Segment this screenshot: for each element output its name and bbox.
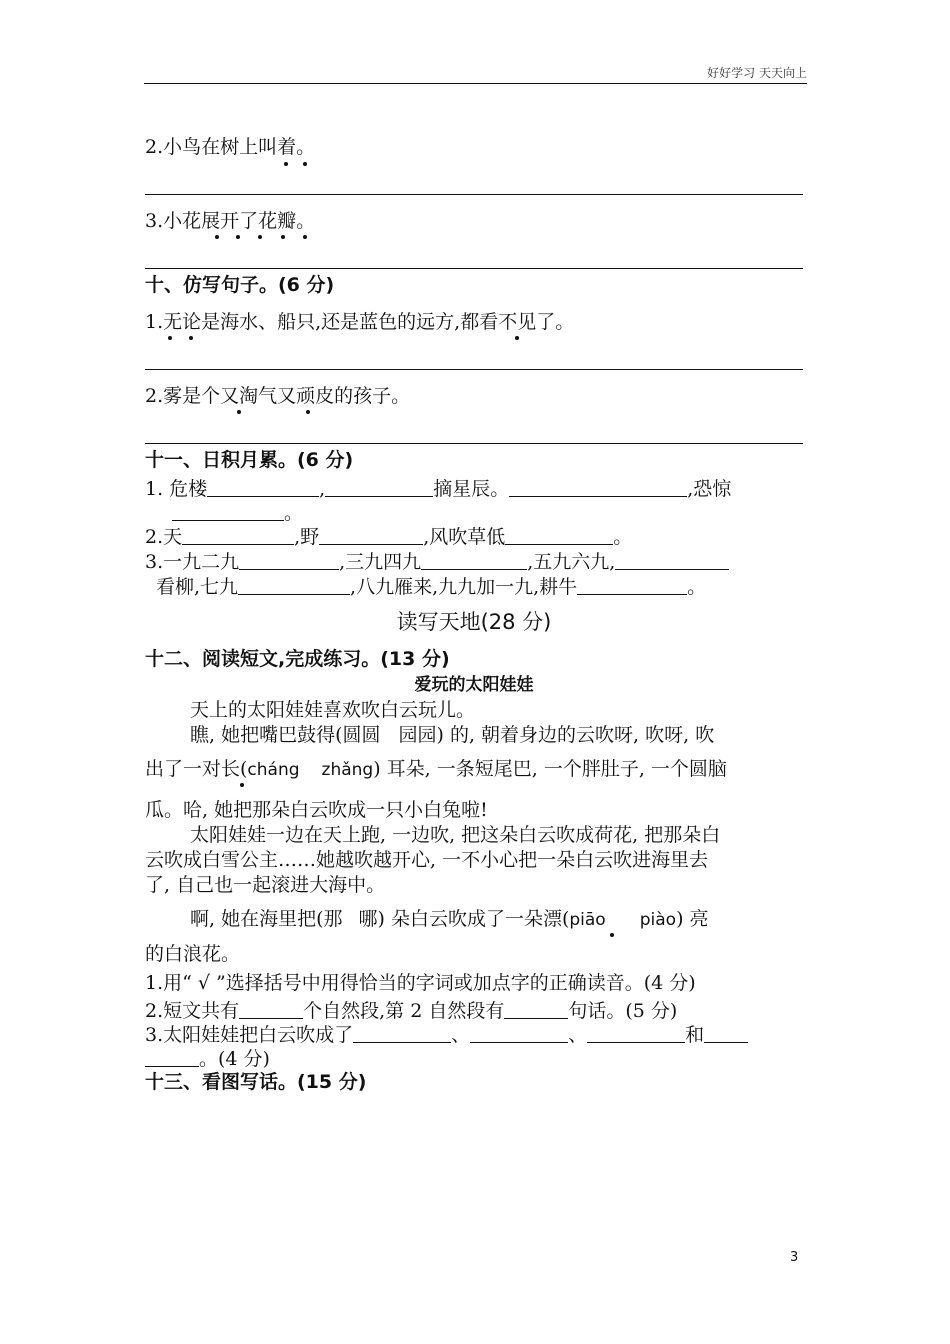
- story-paragraph-1: 天上的太阳娃娃喜欢吹白云玩儿。: [190, 699, 476, 721]
- text: 。: [687, 576, 707, 598]
- fill-blank[interactable]: [172, 501, 284, 521]
- text: 1. 危楼: [145, 478, 208, 500]
- text: ,野: [294, 526, 320, 548]
- pinyin-option: zhǎng: [321, 760, 374, 780]
- story-paragraph-3-line3: 了, 自己也一起滚进大海中。: [145, 874, 386, 896]
- emphasis-dot: [303, 162, 307, 166]
- answer-line[interactable]: [145, 443, 803, 444]
- fill-blank[interactable]: [319, 525, 423, 545]
- pinyin-option: cháng: [247, 760, 300, 780]
- text: ) 耳朵, 一条短尾巴, 一个胖肚子, 一个圆脑: [373, 758, 727, 780]
- q11-title: 十一、日积月累。(6 分): [145, 449, 354, 471]
- fill-blank[interactable]: [145, 1047, 199, 1067]
- emphasis-dot: [306, 410, 310, 414]
- answer-line[interactable]: [145, 369, 803, 370]
- text: ,三九四九: [339, 551, 422, 573]
- q12-sub3: [145, 1023, 748, 1045]
- text: 2.天: [145, 526, 183, 548]
- text: ,五九六九,: [527, 551, 616, 573]
- pinyin-option: piào: [639, 910, 677, 930]
- emphasis-dot: [258, 235, 262, 239]
- fill-blank[interactable]: [504, 999, 568, 1019]
- fill-blank[interactable]: [239, 999, 303, 1019]
- fill-blank[interactable]: [470, 1023, 568, 1043]
- text: 哪) 朵白云吹成了一朵漂(: [358, 908, 570, 930]
- text: 。: [284, 502, 304, 524]
- q11-line1-cont: [172, 501, 303, 523]
- emphasis-dot: [610, 933, 614, 937]
- header-rule: [144, 83, 807, 84]
- text: ) 亮: [676, 908, 709, 930]
- text: 个自然段,第 2 自然段有: [303, 1000, 505, 1022]
- emphasis-dot: [236, 235, 240, 239]
- emphasis-dot: [237, 410, 241, 414]
- emphasis-dot: [515, 336, 519, 340]
- text: 摘星辰。: [433, 478, 510, 500]
- fill-blank[interactable]: [239, 550, 339, 570]
- emphasis-dot: [189, 336, 193, 340]
- text: 瞧, 她把嘴巴鼓得(圆圆: [190, 724, 381, 746]
- page-header-motto: 好好学习 天天向上: [707, 66, 807, 80]
- q12-title: 十二、阅读短文,完成练习。(13 分): [145, 648, 450, 670]
- text: 2.短文共有: [145, 1000, 240, 1022]
- emphasis-dot: [303, 235, 307, 239]
- fill-blank[interactable]: [353, 1023, 451, 1043]
- story-paragraph-2-line3: 瓜。哈, 她把那朵白云吹成一只小白兔啦!: [145, 799, 488, 821]
- q11-line1: [145, 477, 731, 499]
- q11-line3: [145, 550, 729, 572]
- q13-title: 十三、看图写话。(15 分): [145, 1071, 367, 1093]
- text: 看柳,七九: [156, 576, 239, 598]
- q12-sub1: 1.用“ √ ”选择括号中用得恰当的字词或加点字的正确读音。(4 分): [145, 972, 696, 994]
- fill-blank[interactable]: [207, 477, 319, 497]
- text: 。: [613, 526, 633, 548]
- story-paragraph-2-line2: [145, 760, 727, 779]
- text: ,: [319, 478, 326, 500]
- q12-sub3-cont: [145, 1047, 270, 1069]
- section-title: 读写天地(28 分): [396, 610, 552, 634]
- story-title: 爱玩的太阳娃娃: [414, 675, 534, 695]
- text: 、: [568, 1024, 588, 1046]
- text: 3.太阳娃娃把白云吹成了: [145, 1024, 354, 1046]
- emphasis-dot: [240, 783, 244, 787]
- q9-item3: 3.小花展开了花瓣。: [145, 210, 316, 232]
- text: 。(4 分): [199, 1048, 270, 1070]
- text: ,恐惊: [687, 478, 732, 500]
- emphasis-dot: [281, 235, 285, 239]
- fill-blank[interactable]: [421, 550, 527, 570]
- q11-line4: [156, 575, 706, 597]
- fill-blank[interactable]: [704, 1023, 748, 1043]
- emphasis-dot: [215, 235, 219, 239]
- q10-item2: 2.雾是个又淘气又顽皮的孩子。: [145, 385, 411, 407]
- fill-blank[interactable]: [615, 550, 729, 570]
- fill-blank[interactable]: [182, 525, 294, 545]
- text: 园园) 的, 朝着身边的云吹呀, 吹呀, 吹: [398, 724, 715, 746]
- text: 啊, 她在海里把(那: [190, 908, 343, 930]
- q12-sub2: [145, 999, 677, 1021]
- q10-item1: 1.无论是海水、船只,还是蓝色的远方,都看不见了。: [145, 311, 575, 333]
- text: ,风吹草低: [423, 526, 506, 548]
- fill-blank[interactable]: [577, 575, 687, 595]
- fill-blank[interactable]: [505, 525, 613, 545]
- q10-title: 十、仿写句子。(6 分): [145, 274, 335, 296]
- text: 句话。(5 分): [568, 1000, 678, 1022]
- story-paragraph-3-line2: 云吹成白雪公主……她越吹越开心, 一不小心把一朵白云吹进海里去: [145, 849, 709, 871]
- q11-line2: [145, 525, 632, 547]
- pinyin-option: piāo: [569, 910, 606, 930]
- story-paragraph-2-line1: [190, 726, 714, 745]
- text: 3.一九二九: [145, 551, 240, 573]
- emphasis-dot: [168, 336, 172, 340]
- text: 出了一对长(: [145, 758, 248, 780]
- page-number: 3: [790, 1250, 799, 1265]
- story-paragraph-4-line2: 的白浪花。: [145, 943, 241, 965]
- q9-item2: 2.小鸟在树上叫着。: [145, 136, 316, 158]
- fill-blank[interactable]: [509, 477, 687, 497]
- answer-line[interactable]: [145, 268, 803, 269]
- text: 、: [451, 1024, 471, 1046]
- story-paragraph-3-line1: 太阳娃娃一边在天上跑, 一边吹, 把这朵白云吹成荷花, 把那朵白: [190, 824, 721, 846]
- emphasis-dot: [284, 162, 288, 166]
- text: ,八九雁来,九九加一九,耕牛: [350, 576, 578, 598]
- text: 和: [685, 1024, 705, 1046]
- fill-blank[interactable]: [325, 477, 433, 497]
- story-paragraph-4-line1: [190, 910, 709, 929]
- fill-blank[interactable]: [587, 1023, 685, 1043]
- answer-line[interactable]: [145, 194, 803, 195]
- fill-blank[interactable]: [238, 575, 350, 595]
